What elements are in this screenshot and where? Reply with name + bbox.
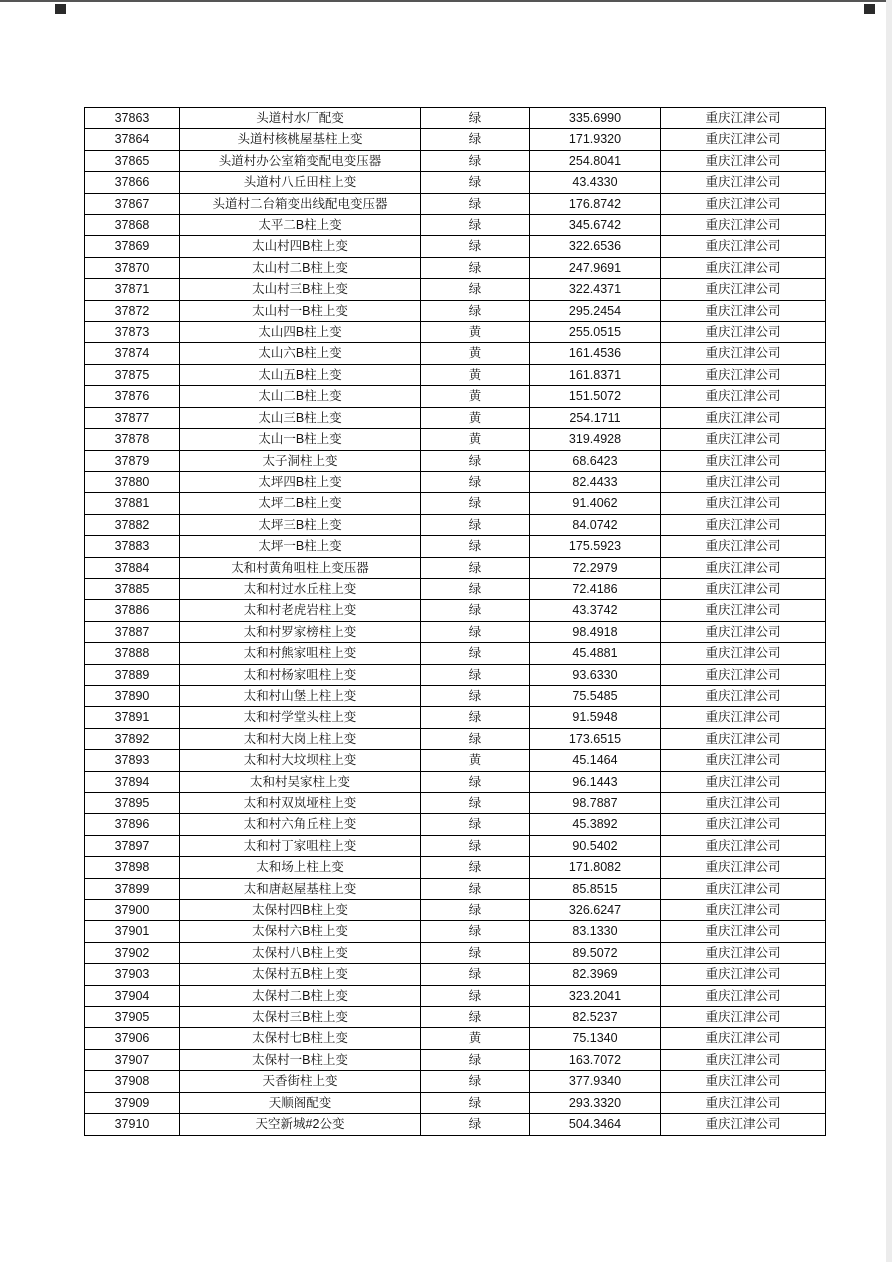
cell-name: 太山村四B柱上变 — [180, 236, 421, 257]
cell-name: 天顺阁配变 — [180, 1092, 421, 1113]
cell-name: 太和村黄角咀柱上变压器 — [180, 557, 421, 578]
cell-company: 重庆江津公司 — [661, 985, 826, 1006]
cell-id: 37871 — [85, 279, 180, 300]
scan-artifact-left — [55, 4, 66, 14]
table-row — [85, 1007, 826, 1028]
cell-company: 重庆江津公司 — [661, 578, 826, 599]
table-row — [85, 771, 826, 792]
cell-company: 重庆江津公司 — [661, 771, 826, 792]
cell-name: 太山五B柱上变 — [180, 364, 421, 385]
table-row — [85, 108, 826, 129]
cell-name: 太山一B柱上变 — [180, 429, 421, 450]
cell-status: 黄 — [421, 407, 530, 428]
cell-name: 太和村老虎岩柱上变 — [180, 600, 421, 621]
cell-id: 37908 — [85, 1071, 180, 1092]
cell-value: 345.6742 — [530, 215, 661, 236]
cell-name: 太和村六角丘柱上变 — [180, 814, 421, 835]
cell-name: 太保村一B柱上变 — [180, 1049, 421, 1070]
table-row — [85, 514, 826, 535]
table-row — [85, 878, 826, 899]
cell-name: 太和村吴家柱上变 — [180, 771, 421, 792]
cell-name: 太保村三B柱上变 — [180, 1007, 421, 1028]
cell-status: 绿 — [421, 814, 530, 835]
cell-status: 绿 — [421, 257, 530, 278]
cell-status: 绿 — [421, 621, 530, 642]
cell-company: 重庆江津公司 — [661, 215, 826, 236]
table-row — [85, 322, 826, 343]
cell-status: 绿 — [421, 193, 530, 214]
cell-name: 太保村二B柱上变 — [180, 985, 421, 1006]
cell-id: 37882 — [85, 514, 180, 535]
cell-id: 37892 — [85, 728, 180, 749]
cell-company: 重庆江津公司 — [661, 172, 826, 193]
cell-company: 重庆江津公司 — [661, 193, 826, 214]
cell-id: 37895 — [85, 793, 180, 814]
cell-company: 重庆江津公司 — [661, 1049, 826, 1070]
cell-status: 绿 — [421, 643, 530, 664]
cell-name: 太山四B柱上变 — [180, 322, 421, 343]
cell-status: 绿 — [421, 108, 530, 129]
cell-company: 重庆江津公司 — [661, 942, 826, 963]
cell-value: 323.2041 — [530, 985, 661, 1006]
page-top-border — [0, 0, 892, 2]
cell-id: 37879 — [85, 450, 180, 471]
table-row — [85, 921, 826, 942]
table-row — [85, 557, 826, 578]
cell-name: 头道村水厂配变 — [180, 108, 421, 129]
cell-company: 重庆江津公司 — [661, 279, 826, 300]
cell-value: 254.8041 — [530, 150, 661, 171]
table-row — [85, 172, 826, 193]
cell-value: 45.1464 — [530, 750, 661, 771]
cell-name: 头道村核桃屋基柱上变 — [180, 129, 421, 150]
cell-name: 太山六B柱上变 — [180, 343, 421, 364]
cell-id: 37905 — [85, 1007, 180, 1028]
cell-id: 37881 — [85, 493, 180, 514]
table-row — [85, 750, 826, 771]
cell-company: 重庆江津公司 — [661, 814, 826, 835]
cell-value: 72.4186 — [530, 578, 661, 599]
cell-name: 太坪二B柱上变 — [180, 493, 421, 514]
cell-id: 37893 — [85, 750, 180, 771]
cell-name: 头道村八丘田柱上变 — [180, 172, 421, 193]
cell-status: 绿 — [421, 600, 530, 621]
table-row — [85, 129, 826, 150]
cell-status: 绿 — [421, 150, 530, 171]
cell-value: 85.8515 — [530, 878, 661, 899]
cell-company: 重庆江津公司 — [661, 150, 826, 171]
cell-value: 161.8371 — [530, 364, 661, 385]
cell-company: 重庆江津公司 — [661, 835, 826, 856]
table-row — [85, 664, 826, 685]
cell-name: 太山三B柱上变 — [180, 407, 421, 428]
cell-id: 37869 — [85, 236, 180, 257]
cell-status: 黄 — [421, 429, 530, 450]
cell-name: 太山村二B柱上变 — [180, 257, 421, 278]
cell-company: 重庆江津公司 — [661, 1114, 826, 1135]
table-row — [85, 493, 826, 514]
cell-status: 绿 — [421, 878, 530, 899]
cell-value: 322.4371 — [530, 279, 661, 300]
cell-value: 82.4433 — [530, 471, 661, 492]
cell-status: 绿 — [421, 964, 530, 985]
cell-company: 重庆江津公司 — [661, 236, 826, 257]
cell-name: 太保村五B柱上变 — [180, 964, 421, 985]
cell-name: 太和场上柱上变 — [180, 857, 421, 878]
cell-status: 绿 — [421, 900, 530, 921]
cell-value: 163.7072 — [530, 1049, 661, 1070]
table-row — [85, 1071, 826, 1092]
table-row — [85, 707, 826, 728]
cell-name: 太保村四B柱上变 — [180, 900, 421, 921]
cell-status: 绿 — [421, 1049, 530, 1070]
cell-status: 绿 — [421, 728, 530, 749]
cell-value: 504.3464 — [530, 1114, 661, 1135]
cell-id: 37885 — [85, 578, 180, 599]
cell-id: 37891 — [85, 707, 180, 728]
cell-value: 82.5237 — [530, 1007, 661, 1028]
cell-company: 重庆江津公司 — [661, 1028, 826, 1049]
table-row — [85, 279, 826, 300]
cell-id: 37904 — [85, 985, 180, 1006]
table-row — [85, 193, 826, 214]
cell-company: 重庆江津公司 — [661, 450, 826, 471]
cell-company: 重庆江津公司 — [661, 557, 826, 578]
cell-status: 黄 — [421, 343, 530, 364]
cell-value: 93.6330 — [530, 664, 661, 685]
table-row — [85, 942, 826, 963]
cell-status: 绿 — [421, 514, 530, 535]
table-row — [85, 793, 826, 814]
cell-company: 重庆江津公司 — [661, 322, 826, 343]
cell-status: 绿 — [421, 921, 530, 942]
cell-name: 天香街柱上变 — [180, 1071, 421, 1092]
cell-status: 绿 — [421, 493, 530, 514]
cell-id: 37909 — [85, 1092, 180, 1113]
cell-status: 黄 — [421, 322, 530, 343]
cell-company: 重庆江津公司 — [661, 407, 826, 428]
cell-status: 绿 — [421, 578, 530, 599]
cell-id: 37887 — [85, 621, 180, 642]
cell-company: 重庆江津公司 — [661, 257, 826, 278]
cell-status: 绿 — [421, 942, 530, 963]
cell-status: 绿 — [421, 707, 530, 728]
cell-name: 太山村一B柱上变 — [180, 300, 421, 321]
table-row — [85, 257, 826, 278]
cell-id: 37910 — [85, 1114, 180, 1135]
cell-id: 37876 — [85, 386, 180, 407]
cell-status: 绿 — [421, 236, 530, 257]
cell-name: 太和村杨家咀柱上变 — [180, 664, 421, 685]
cell-company: 重庆江津公司 — [661, 1007, 826, 1028]
cell-company: 重庆江津公司 — [661, 129, 826, 150]
cell-value: 43.4330 — [530, 172, 661, 193]
cell-company: 重庆江津公司 — [661, 750, 826, 771]
cell-value: 43.3742 — [530, 600, 661, 621]
cell-id: 37874 — [85, 343, 180, 364]
cell-value: 151.5072 — [530, 386, 661, 407]
cell-value: 75.1340 — [530, 1028, 661, 1049]
scan-artifact-right — [864, 4, 875, 14]
transformer-table — [84, 107, 826, 1136]
cell-company: 重庆江津公司 — [661, 793, 826, 814]
table-row — [85, 814, 826, 835]
cell-company: 重庆江津公司 — [661, 1092, 826, 1113]
table-row — [85, 578, 826, 599]
cell-value: 377.9340 — [530, 1071, 661, 1092]
cell-id: 37867 — [85, 193, 180, 214]
cell-id: 37896 — [85, 814, 180, 835]
cell-company: 重庆江津公司 — [661, 471, 826, 492]
cell-name: 太山村三B柱上变 — [180, 279, 421, 300]
cell-name: 太坪一B柱上变 — [180, 536, 421, 557]
cell-name: 太和村山堡上柱上变 — [180, 685, 421, 706]
table-row — [85, 621, 826, 642]
table-row — [85, 857, 826, 878]
table-row — [85, 429, 826, 450]
cell-name: 太和村双岚垭柱上变 — [180, 793, 421, 814]
cell-status: 绿 — [421, 450, 530, 471]
cell-company: 重庆江津公司 — [661, 964, 826, 985]
table-row — [85, 150, 826, 171]
cell-name: 太保村六B柱上变 — [180, 921, 421, 942]
cell-company: 重庆江津公司 — [661, 300, 826, 321]
cell-id: 37883 — [85, 536, 180, 557]
cell-company: 重庆江津公司 — [661, 728, 826, 749]
cell-status: 绿 — [421, 557, 530, 578]
cell-status: 绿 — [421, 300, 530, 321]
cell-company: 重庆江津公司 — [661, 621, 826, 642]
cell-company: 重庆江津公司 — [661, 707, 826, 728]
cell-value: 176.8742 — [530, 193, 661, 214]
table-row — [85, 985, 826, 1006]
cell-value: 161.4536 — [530, 343, 661, 364]
cell-status: 绿 — [421, 279, 530, 300]
cell-value: 96.1443 — [530, 771, 661, 792]
cell-id: 37890 — [85, 685, 180, 706]
cell-id: 37903 — [85, 964, 180, 985]
cell-status: 绿 — [421, 835, 530, 856]
cell-company: 重庆江津公司 — [661, 685, 826, 706]
cell-name: 太和村学堂头柱上变 — [180, 707, 421, 728]
cell-id: 37898 — [85, 857, 180, 878]
page-edge-shade — [886, 0, 892, 1262]
cell-id: 37884 — [85, 557, 180, 578]
cell-value: 171.8082 — [530, 857, 661, 878]
cell-company: 重庆江津公司 — [661, 493, 826, 514]
table-row — [85, 1092, 826, 1113]
cell-value: 84.0742 — [530, 514, 661, 535]
cell-status: 绿 — [421, 172, 530, 193]
cell-id: 37864 — [85, 129, 180, 150]
cell-value: 255.0515 — [530, 322, 661, 343]
table-row — [85, 1049, 826, 1070]
cell-id: 37897 — [85, 835, 180, 856]
cell-name: 太保村七B柱上变 — [180, 1028, 421, 1049]
table-row — [85, 1114, 826, 1135]
cell-company: 重庆江津公司 — [661, 921, 826, 942]
cell-value: 326.6247 — [530, 900, 661, 921]
cell-id: 37906 — [85, 1028, 180, 1049]
cell-status: 黄 — [421, 364, 530, 385]
cell-company: 重庆江津公司 — [661, 386, 826, 407]
cell-value: 91.5948 — [530, 707, 661, 728]
cell-value: 98.4918 — [530, 621, 661, 642]
cell-status: 黄 — [421, 1028, 530, 1049]
cell-id: 37900 — [85, 900, 180, 921]
cell-status: 绿 — [421, 215, 530, 236]
cell-value: 45.4881 — [530, 643, 661, 664]
cell-company: 重庆江津公司 — [661, 536, 826, 557]
cell-company: 重庆江津公司 — [661, 343, 826, 364]
cell-status: 绿 — [421, 1114, 530, 1135]
table-row — [85, 728, 826, 749]
cell-company: 重庆江津公司 — [661, 857, 826, 878]
cell-id: 37866 — [85, 172, 180, 193]
cell-company: 重庆江津公司 — [661, 900, 826, 921]
cell-company: 重庆江津公司 — [661, 878, 826, 899]
cell-name: 太和村熊家咀柱上变 — [180, 643, 421, 664]
cell-name: 太和村丁家咀柱上变 — [180, 835, 421, 856]
cell-id: 37880 — [85, 471, 180, 492]
table-row — [85, 407, 826, 428]
cell-id: 37875 — [85, 364, 180, 385]
cell-status: 绿 — [421, 664, 530, 685]
table-row — [85, 364, 826, 385]
cell-name: 太和村过水丘柱上变 — [180, 578, 421, 599]
cell-value: 82.3969 — [530, 964, 661, 985]
cell-id: 37872 — [85, 300, 180, 321]
cell-id: 37868 — [85, 215, 180, 236]
cell-value: 75.5485 — [530, 685, 661, 706]
cell-status: 绿 — [421, 1092, 530, 1113]
cell-name: 太保村八B柱上变 — [180, 942, 421, 963]
cell-status: 黄 — [421, 750, 530, 771]
cell-status: 绿 — [421, 685, 530, 706]
cell-status: 绿 — [421, 129, 530, 150]
cell-company: 重庆江津公司 — [661, 643, 826, 664]
cell-value: 322.6536 — [530, 236, 661, 257]
cell-id: 37886 — [85, 600, 180, 621]
cell-value: 98.7887 — [530, 793, 661, 814]
cell-id: 37899 — [85, 878, 180, 899]
cell-status: 绿 — [421, 536, 530, 557]
cell-status: 绿 — [421, 793, 530, 814]
cell-id: 37902 — [85, 942, 180, 963]
cell-id: 37877 — [85, 407, 180, 428]
cell-id: 37907 — [85, 1049, 180, 1070]
cell-status: 绿 — [421, 771, 530, 792]
table-row — [85, 964, 826, 985]
cell-id: 37878 — [85, 429, 180, 450]
cell-value: 173.6515 — [530, 728, 661, 749]
cell-value: 45.3892 — [530, 814, 661, 835]
table-row — [85, 900, 826, 921]
table-row — [85, 643, 826, 664]
cell-id: 37865 — [85, 150, 180, 171]
cell-value: 295.2454 — [530, 300, 661, 321]
cell-value: 83.1330 — [530, 921, 661, 942]
table-row — [85, 236, 826, 257]
cell-company: 重庆江津公司 — [661, 1071, 826, 1092]
cell-id: 37873 — [85, 322, 180, 343]
cell-value: 319.4928 — [530, 429, 661, 450]
table-row — [85, 343, 826, 364]
cell-value: 68.6423 — [530, 450, 661, 471]
cell-company: 重庆江津公司 — [661, 429, 826, 450]
cell-status: 绿 — [421, 1007, 530, 1028]
cell-name: 太和村大岗上柱上变 — [180, 728, 421, 749]
cell-value: 91.4062 — [530, 493, 661, 514]
cell-id: 37863 — [85, 108, 180, 129]
cell-id: 37894 — [85, 771, 180, 792]
table-row — [85, 835, 826, 856]
cell-value: 175.5923 — [530, 536, 661, 557]
transformer-table-body — [85, 108, 826, 1136]
cell-name: 太坪三B柱上变 — [180, 514, 421, 535]
cell-value: 89.5072 — [530, 942, 661, 963]
cell-name: 太平二B柱上变 — [180, 215, 421, 236]
cell-status: 绿 — [421, 985, 530, 1006]
cell-name: 头道村办公室箱变配电变压器 — [180, 150, 421, 171]
cell-value: 247.9691 — [530, 257, 661, 278]
cell-status: 绿 — [421, 857, 530, 878]
cell-name: 太和村罗家榜柱上变 — [180, 621, 421, 642]
cell-value: 90.5402 — [530, 835, 661, 856]
table-row — [85, 1028, 826, 1049]
cell-name: 太山二B柱上变 — [180, 386, 421, 407]
cell-value: 72.2979 — [530, 557, 661, 578]
table-row — [85, 471, 826, 492]
table-row — [85, 215, 826, 236]
cell-name: 太和村大坟坝柱上变 — [180, 750, 421, 771]
table-row — [85, 685, 826, 706]
table-row — [85, 386, 826, 407]
cell-status: 绿 — [421, 471, 530, 492]
cell-company: 重庆江津公司 — [661, 514, 826, 535]
table-row — [85, 450, 826, 471]
cell-name: 太子洞柱上变 — [180, 450, 421, 471]
cell-value: 171.9320 — [530, 129, 661, 150]
cell-status: 绿 — [421, 1071, 530, 1092]
cell-value: 293.3320 — [530, 1092, 661, 1113]
cell-name: 太和唐赵屋基柱上变 — [180, 878, 421, 899]
cell-value: 254.1711 — [530, 407, 661, 428]
cell-id: 37889 — [85, 664, 180, 685]
table-row — [85, 536, 826, 557]
cell-id: 37901 — [85, 921, 180, 942]
cell-company: 重庆江津公司 — [661, 108, 826, 129]
table-row — [85, 300, 826, 321]
cell-company: 重庆江津公司 — [661, 664, 826, 685]
cell-name: 天空新城#2公变 — [180, 1114, 421, 1135]
table-row — [85, 600, 826, 621]
cell-status: 黄 — [421, 386, 530, 407]
cell-company: 重庆江津公司 — [661, 364, 826, 385]
cell-id: 37870 — [85, 257, 180, 278]
cell-value: 335.6990 — [530, 108, 661, 129]
cell-name: 头道村二台箱变出线配电变压器 — [180, 193, 421, 214]
cell-name: 太坪四B柱上变 — [180, 471, 421, 492]
cell-id: 37888 — [85, 643, 180, 664]
cell-company: 重庆江津公司 — [661, 600, 826, 621]
